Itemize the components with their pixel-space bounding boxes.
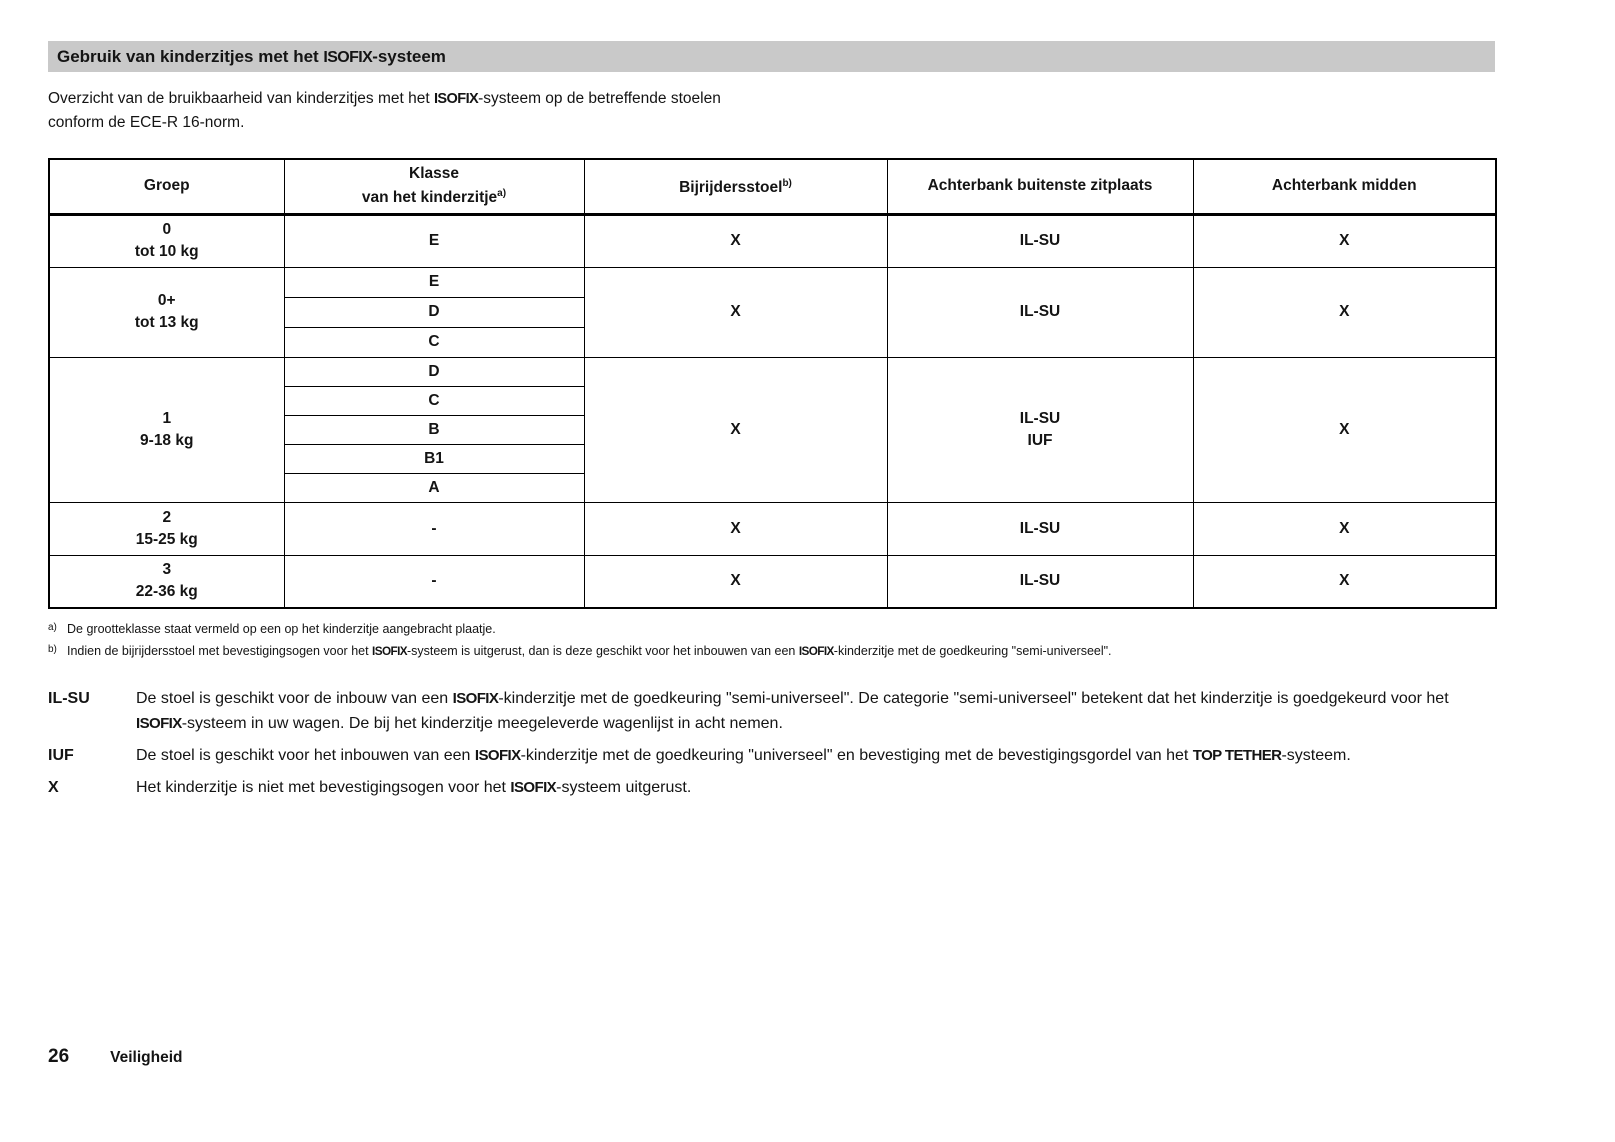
cell-class: E bbox=[284, 214, 584, 267]
cell-class: D bbox=[284, 357, 584, 386]
cell-class: D bbox=[284, 297, 584, 327]
cell-group: 1 9-18 kg bbox=[49, 357, 284, 502]
table-row-group-2 bbox=[49, 502, 1496, 555]
footnotes bbox=[48, 622, 1495, 659]
page-footer bbox=[48, 1046, 183, 1068]
cell-rear-middle: X bbox=[1193, 267, 1496, 357]
table-row-group-0plus bbox=[49, 267, 1496, 297]
section-name: Veiligheid bbox=[110, 1049, 183, 1066]
footnote-marker: b) bbox=[48, 644, 57, 655]
cell-rear-middle: X bbox=[1193, 357, 1496, 502]
page-number: 26 bbox=[48, 1046, 70, 1067]
cell-front-seat: X bbox=[584, 502, 887, 555]
legend-text: De stoel is geschikt voor de inbouw van een ISOFIX-kinderzitje met de goedkeuring "semi-universeel". De categorie "semi-universeel" betekent dat het kinderzitje is goedgekeurd voor het ISOFIX-systeem in uw wagen. De bij het kinderzitje meegeleverde wagenlijst in acht nemen. bbox=[136, 690, 1449, 732]
isofix-compatibility-table bbox=[48, 158, 1497, 609]
cell-front-seat: X bbox=[584, 267, 887, 357]
cell-group: 3 22-36 kg bbox=[49, 555, 284, 608]
legend-item-iuf bbox=[48, 743, 1495, 768]
footnote-marker: a) bbox=[48, 622, 57, 633]
cell-class: E bbox=[284, 267, 584, 297]
cell-front-seat: X bbox=[584, 357, 887, 502]
manual-page bbox=[48, 0, 1495, 807]
cell-class: B1 bbox=[284, 444, 584, 473]
cell-rear-outer: IL-SU bbox=[887, 502, 1193, 555]
col-header-bijrijdersstoel: Bijrijdersstoel$^{b)}$ bbox=[584, 159, 887, 214]
legend bbox=[48, 686, 1495, 800]
legend-term: IUF bbox=[48, 747, 74, 764]
col-header-groep: Groep bbox=[49, 159, 284, 214]
cell-group: 2 15-25 kg bbox=[49, 502, 284, 555]
col-header-achterbank-midden: Achterbank midden bbox=[1193, 159, 1496, 214]
table-header-row bbox=[49, 159, 1496, 214]
legend-text: Het kinderzitje is niet met bevestigingsogen voor het ISOFIX-systeem uitgerust. bbox=[136, 779, 692, 796]
cell-rear-outer: IL-SU IUF bbox=[887, 357, 1193, 502]
cell-class: - bbox=[284, 502, 584, 555]
footnote-ref-a: a) bbox=[497, 188, 507, 200]
cell-rear-outer: IL-SU bbox=[887, 555, 1193, 608]
cell-class: - bbox=[284, 555, 584, 608]
intro-text: Overzicht van de bruikbaarheid van kinderzitjes met het ISOFIX-systeem op de betreffende stoelen conform de ECE-R 16-norm. bbox=[48, 90, 721, 131]
col-header-klasse: Klasse van het kinderzitje$^{a)}$ bbox=[284, 159, 584, 214]
cell-rear-middle: X bbox=[1193, 555, 1496, 608]
cell-rear-outer: IL-SU bbox=[887, 267, 1193, 357]
section-title-bar bbox=[48, 41, 1495, 72]
table-row-group-1 bbox=[49, 357, 1496, 386]
legend-item-il-su bbox=[48, 686, 1495, 736]
footnote-text: De grootteklasse staat vermeld op een op het kinderzitje aangebracht plaatje. bbox=[67, 622, 496, 636]
cell-class: C bbox=[284, 327, 584, 357]
footnote-text: Indien de bijrijdersstoel met bevestigingsogen voor het ISOFIX-systeem is uitgerust, dan is deze geschikt voor het inbouwen van een ISOFIX-kinderzitje met de goedkeuring "semi-universeel". bbox=[67, 644, 1112, 658]
legend-text: De stoel is geschikt voor het inbouwen van een ISOFIX-kinderzitje met de goedkeuring "universeel" en bevestiging met de bevestigingsgordel van het TOP TETHER-systeem. bbox=[136, 747, 1351, 764]
table-row-group-3 bbox=[49, 555, 1496, 608]
legend-item-x bbox=[48, 775, 1495, 800]
cell-front-seat: X bbox=[584, 555, 887, 608]
cell-rear-middle: X bbox=[1193, 214, 1496, 267]
col-header-achterbank-buiten: Achterbank buitenste zitplaats bbox=[887, 159, 1193, 214]
cell-class: A bbox=[284, 473, 584, 502]
cell-group: 0 tot 10 kg bbox=[49, 214, 284, 267]
footnote-b bbox=[48, 644, 1495, 659]
cell-rear-outer: IL-SU bbox=[887, 214, 1193, 267]
cell-rear-middle: X bbox=[1193, 502, 1496, 555]
section-title: Gebruik van kinderzitjes met het ISOFIX-systeem bbox=[57, 46, 446, 66]
table-row-group-0 bbox=[49, 214, 1496, 267]
legend-term: X bbox=[48, 779, 59, 796]
cell-group: 0+ tot 13 kg bbox=[49, 267, 284, 357]
cell-class: C bbox=[284, 386, 584, 415]
legend-term: IL-SU bbox=[48, 690, 90, 707]
footnote-a bbox=[48, 622, 1495, 637]
cell-class: B bbox=[284, 415, 584, 444]
cell-front-seat: X bbox=[584, 214, 887, 267]
footnote-ref-b: b) bbox=[782, 178, 792, 190]
